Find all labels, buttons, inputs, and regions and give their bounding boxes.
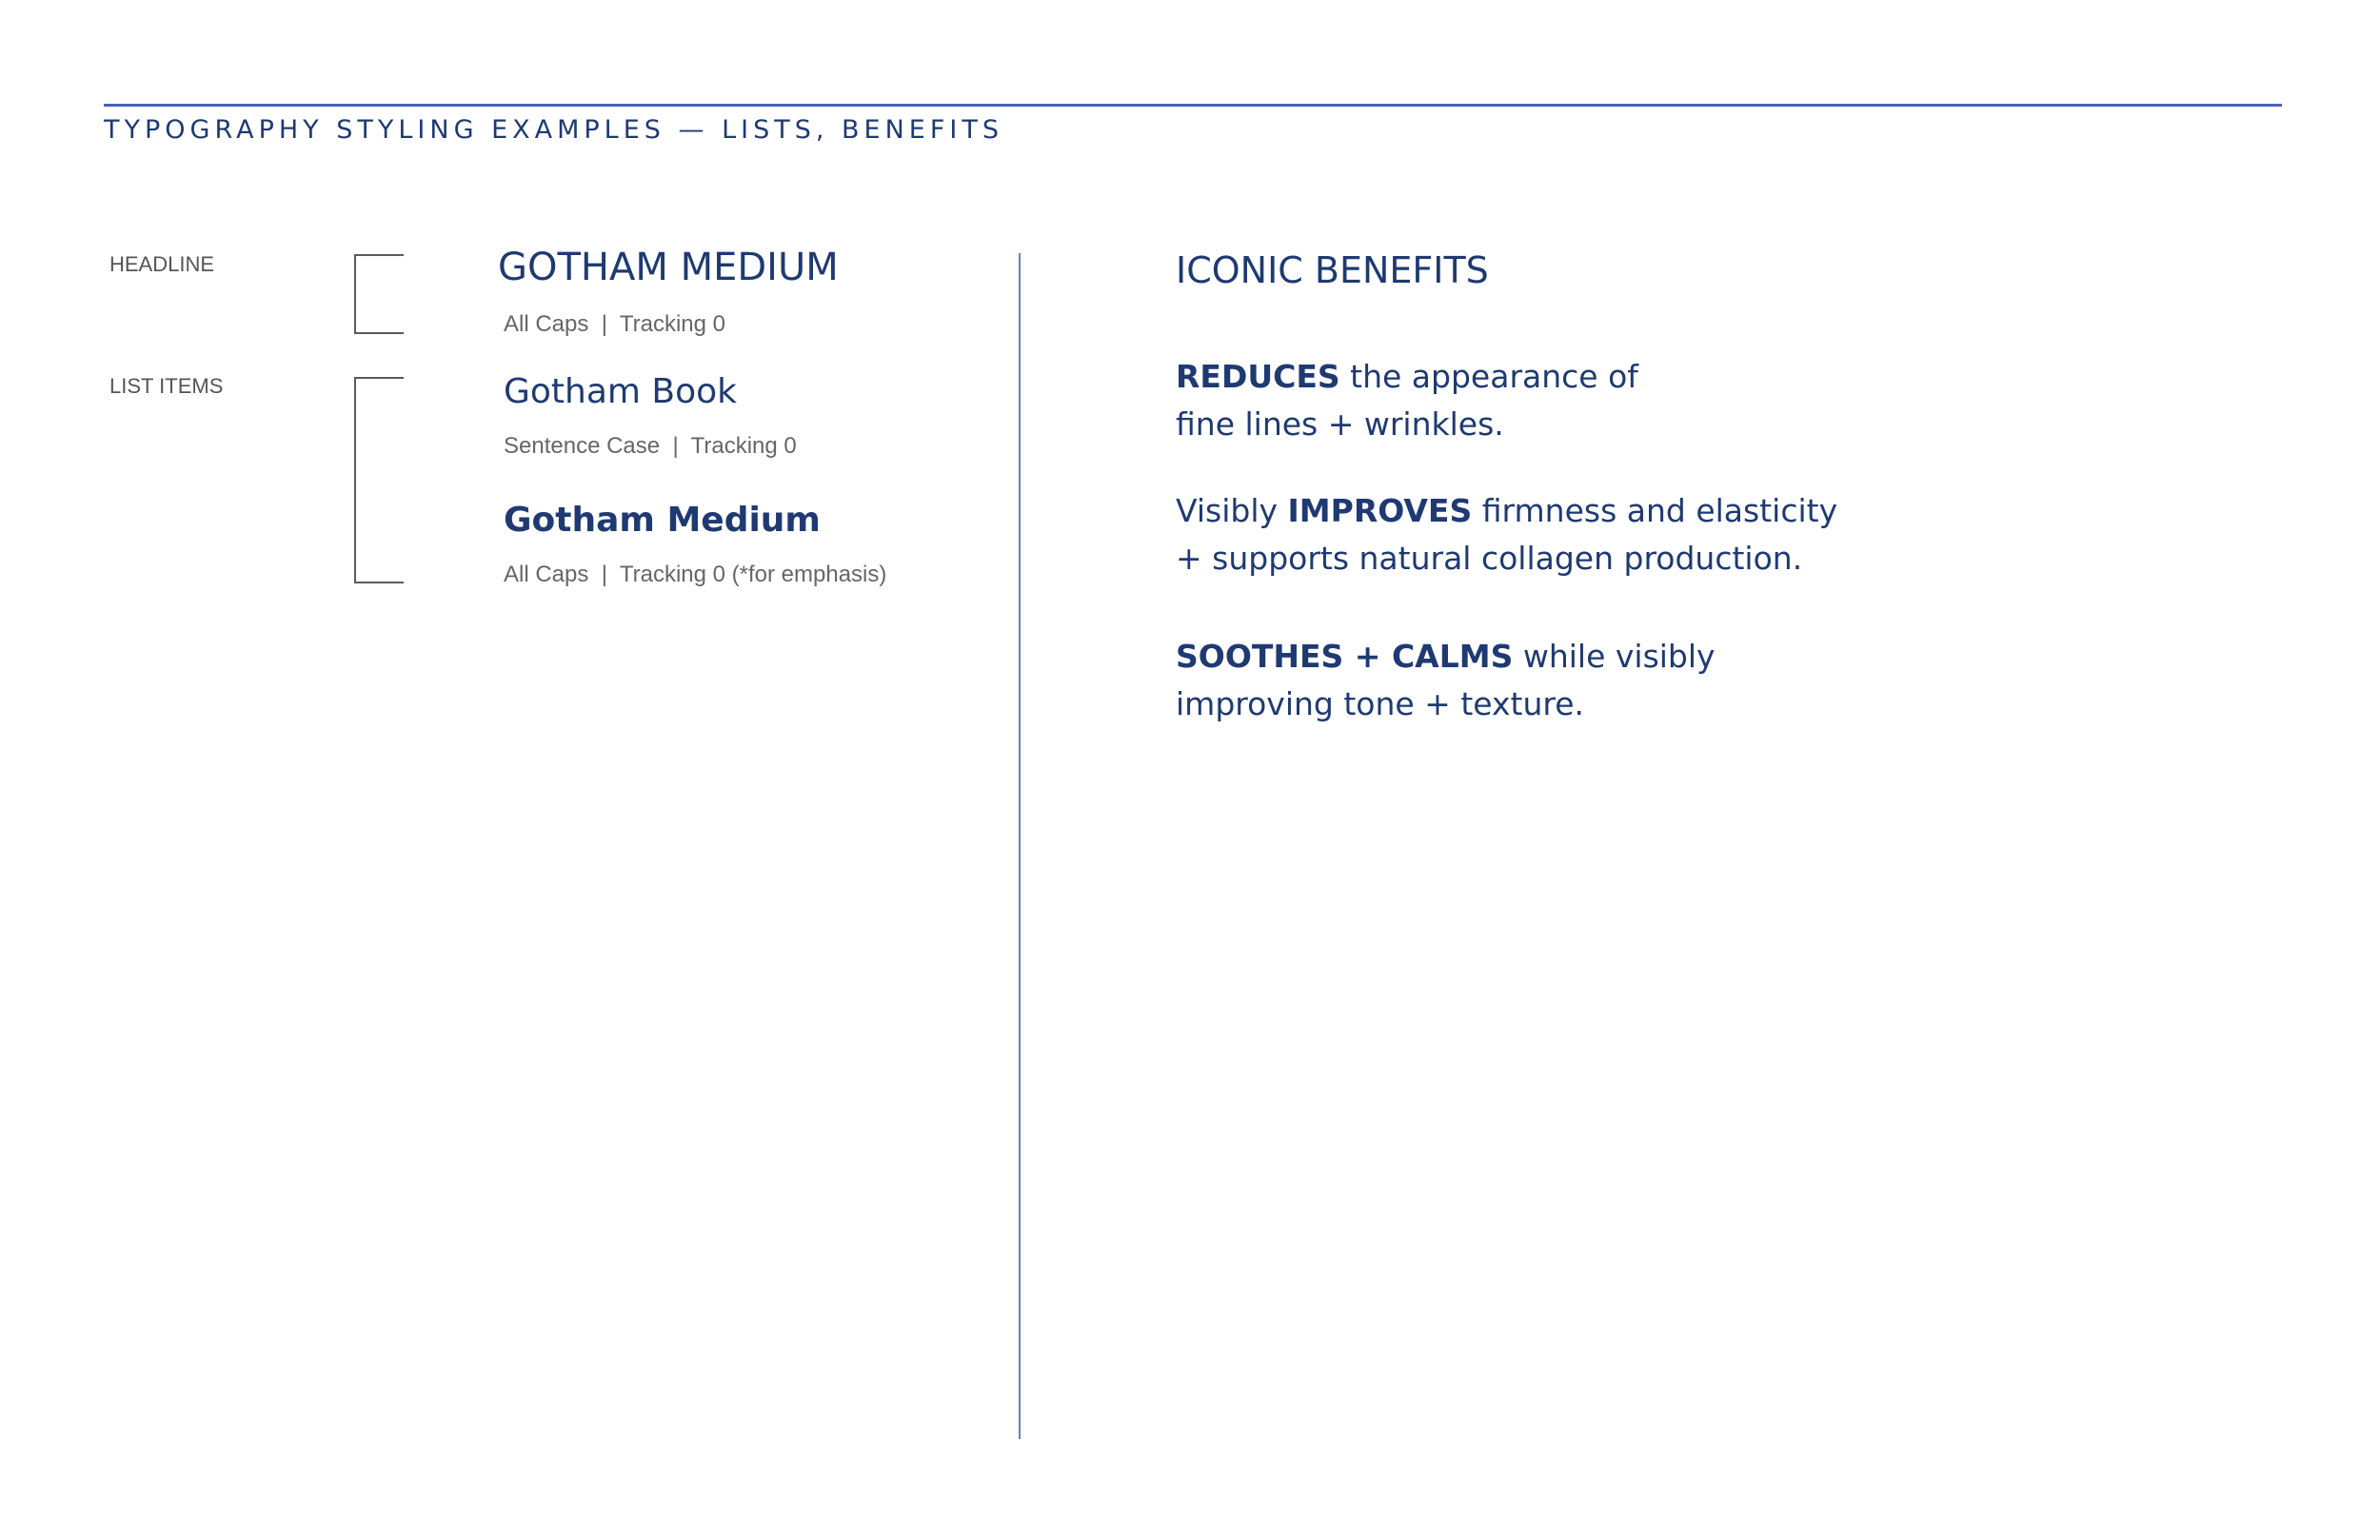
book-font-sample: Gotham Book bbox=[504, 372, 738, 411]
benefit-item-improves bbox=[1176, 487, 1837, 582]
medium-font-sample: Gotham Medium bbox=[504, 501, 821, 540]
headline-bracket bbox=[354, 254, 404, 334]
benefit-item-reduces bbox=[1176, 353, 1638, 448]
center-divider bbox=[1019, 253, 1021, 1439]
benefit-text: Visibly bbox=[1176, 492, 1288, 529]
headline-label: HEADLINE bbox=[109, 252, 215, 276]
headline-font-note: All Caps | Tracking 0 bbox=[504, 311, 725, 337]
benefit-text: while visibly bbox=[1513, 638, 1716, 675]
medium-font-note: All Caps | Tracking 0 (*for emphasis) bbox=[504, 562, 887, 587]
benefit-line: + supports natural collagen production. bbox=[1176, 540, 1803, 577]
benefit-emphasis: IMPROVES bbox=[1287, 492, 1473, 529]
benefit-text: firmness and elasticity bbox=[1472, 492, 1838, 529]
benefits-title: ICONIC BENEFITS bbox=[1176, 249, 1489, 291]
benefit-line bbox=[1176, 487, 1837, 535]
benefit-item-soothes bbox=[1176, 633, 1716, 728]
list-items-label: LIST ITEMS bbox=[109, 374, 224, 398]
benefit-line: fine lines + wrinkles. bbox=[1176, 405, 1504, 443]
benefit-line bbox=[1176, 633, 1716, 681]
top-rule bbox=[104, 104, 2282, 107]
headline-font-sample: GOTHAM MEDIUM bbox=[498, 246, 839, 289]
benefit-line: improving tone + texture. bbox=[1176, 685, 1584, 722]
benefit-text: the appearance of bbox=[1339, 358, 1638, 395]
page-title: TYPOGRAPHY STYLING EXAMPLES — LISTS, BENEFITS bbox=[104, 115, 1003, 145]
benefit-line bbox=[1176, 353, 1638, 401]
list-items-bracket bbox=[354, 377, 404, 583]
benefit-emphasis: REDUCES bbox=[1176, 358, 1340, 395]
benefit-emphasis: SOOTHES + CALMS bbox=[1176, 638, 1514, 675]
book-font-note: Sentence Case | Tracking 0 bbox=[504, 433, 797, 459]
